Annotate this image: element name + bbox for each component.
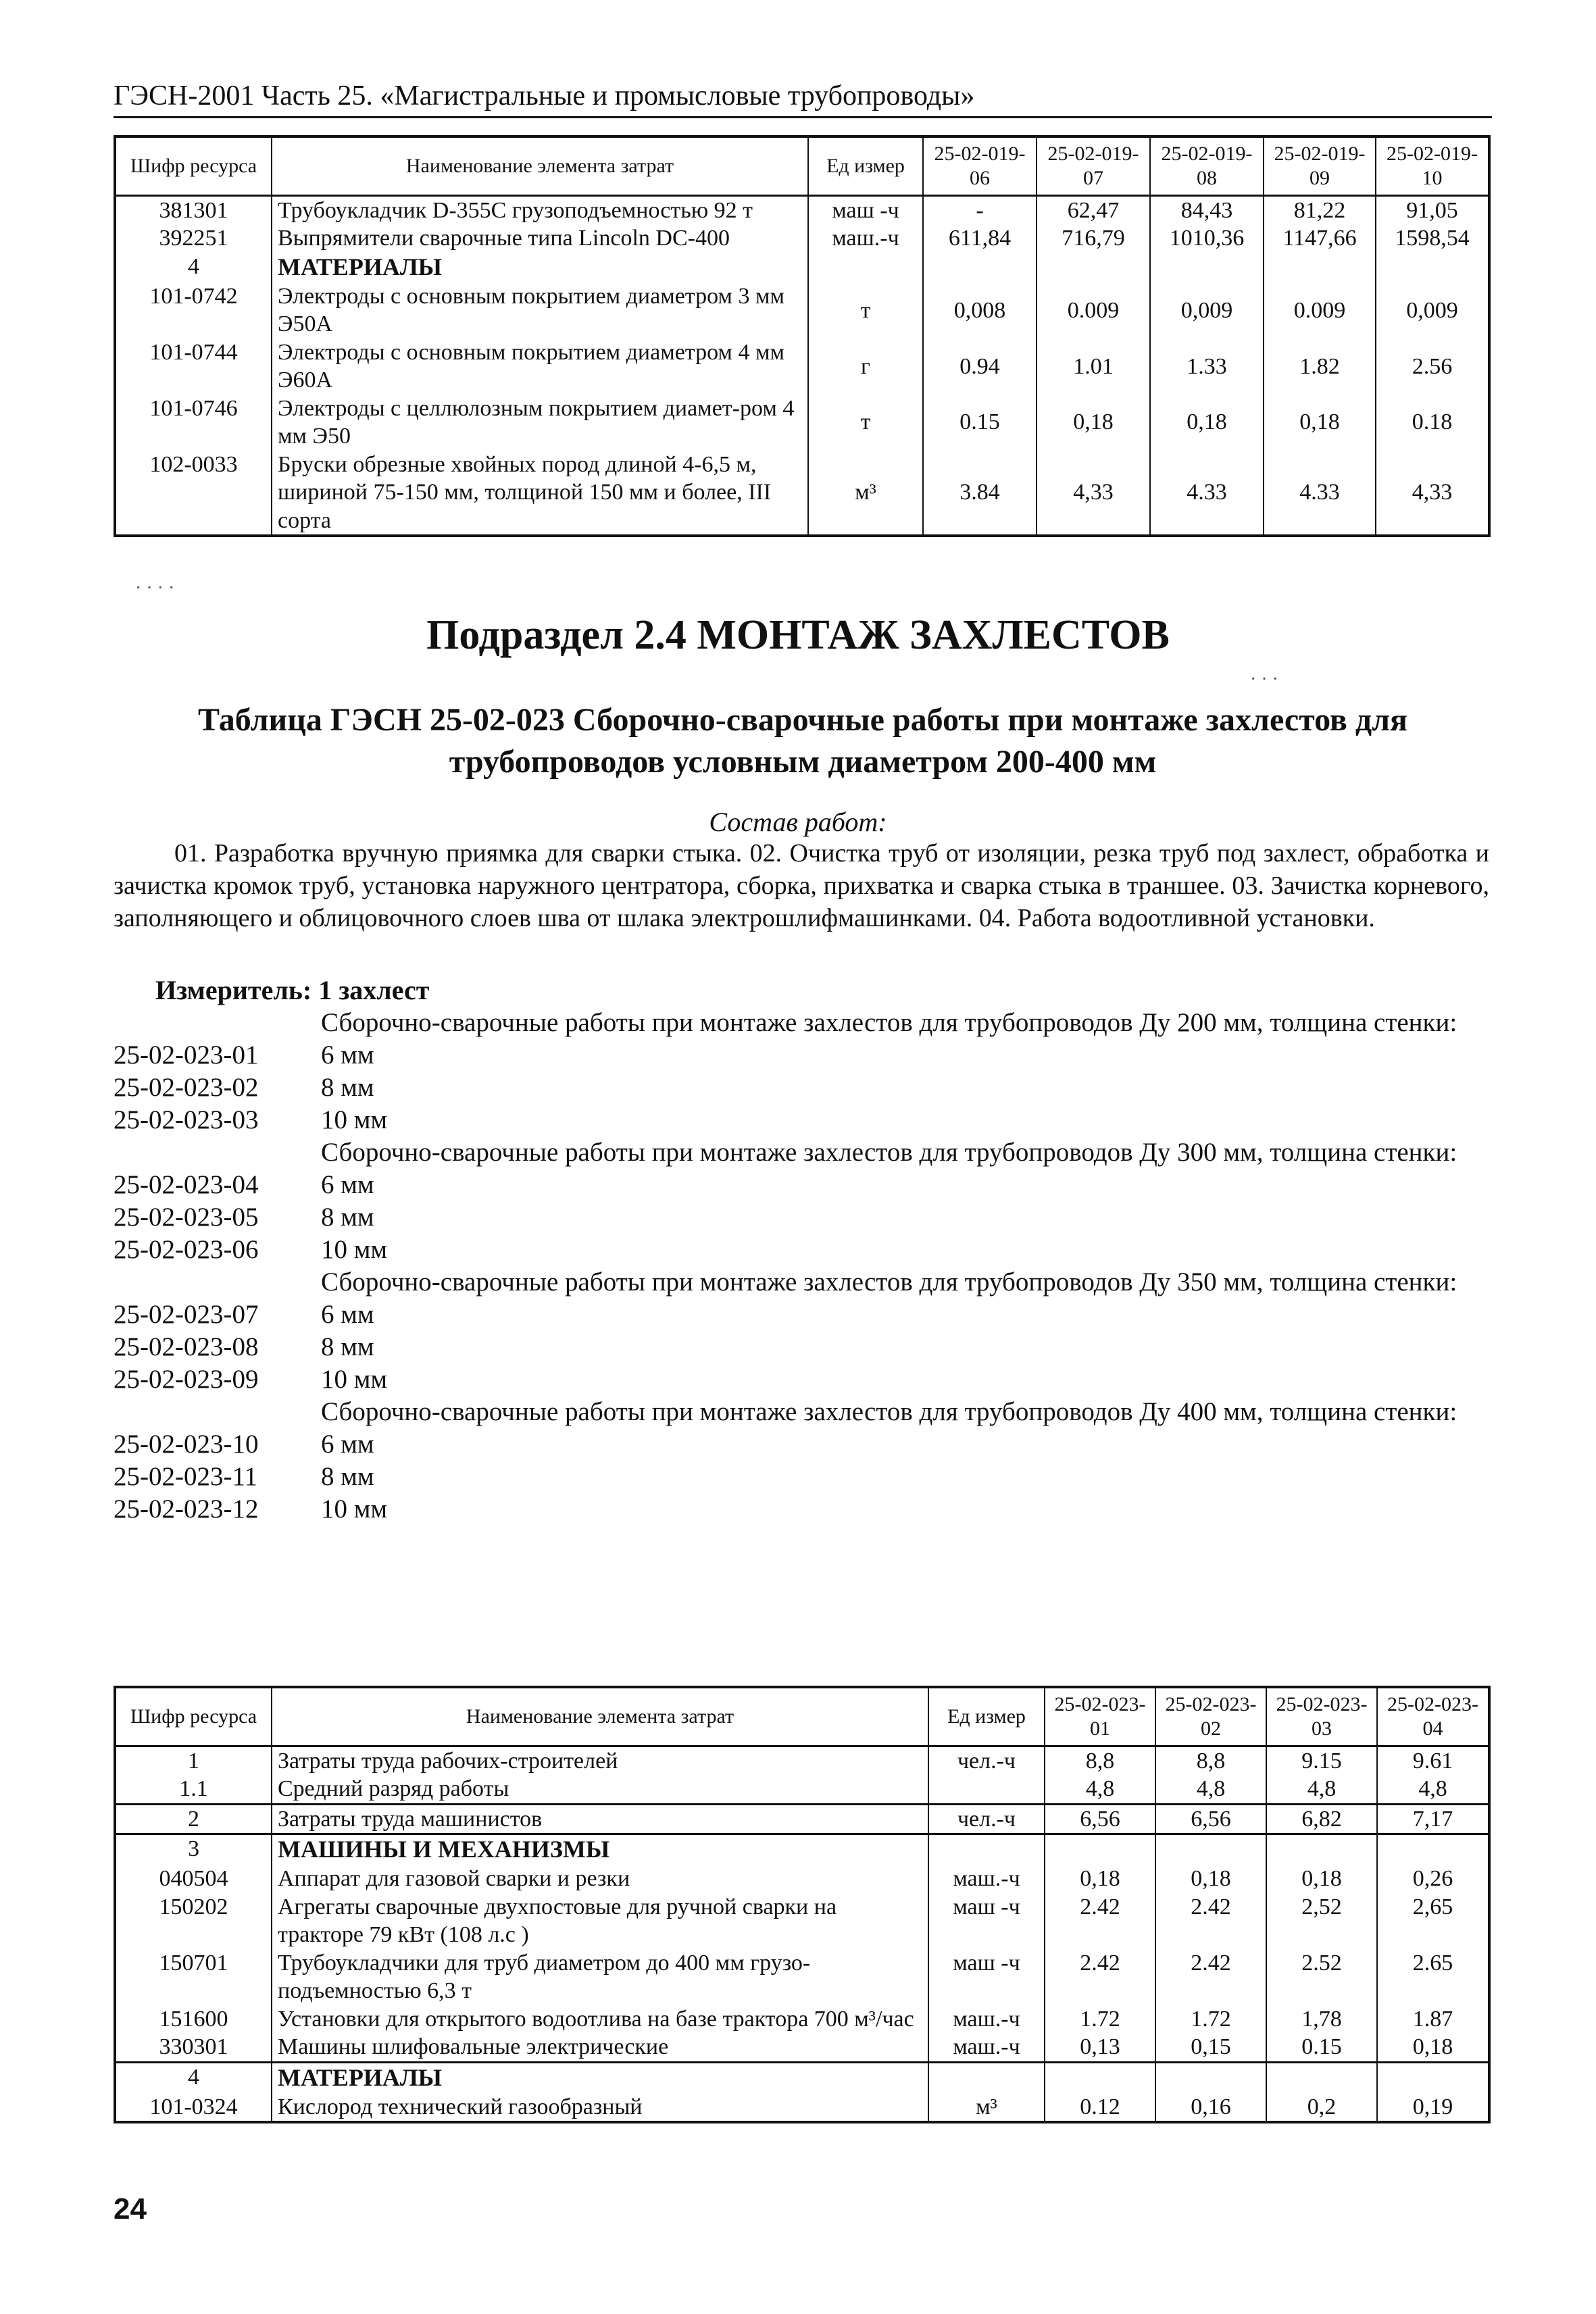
column-header: 25-02-019-07 — [1037, 136, 1150, 196]
norm-item — [114, 1493, 1492, 1526]
value-cell: 6,56 — [1045, 1804, 1155, 1834]
value-cell: 1147,66 — [1264, 224, 1376, 252]
table-title: Таблица ГЭСН 25-02-023 Сборочно-сварочные работы при монтаже захлестов для трубопроводов условным диаметром 200-400 мм — [197, 702, 1407, 780]
value-cell: 8,8 — [1045, 1746, 1155, 1776]
column-header: 25-02-019-06 — [923, 136, 1037, 196]
unit-cell — [928, 1834, 1045, 1865]
value-cell: 716,79 — [1037, 224, 1150, 252]
norm-code: 25-02-023-11 — [114, 1462, 258, 1491]
norm-item — [114, 1363, 1492, 1396]
value-cell: 0.12 — [1045, 2093, 1155, 2122]
table-row — [115, 1775, 1489, 1804]
unit-cell: маш -ч — [928, 1949, 1045, 2005]
cost-element-name: Электроды с целлюлозным покрытием диамет-ром 4 мм Э50 — [272, 395, 808, 451]
norm-code: 25-02-023-07 — [114, 1300, 259, 1329]
value-cell — [1264, 253, 1376, 282]
value-cell: 2,65 — [1377, 1893, 1489, 1949]
value-cell: 4,33 — [1037, 451, 1150, 536]
unit-cell — [928, 1775, 1045, 1804]
norm-code: 25-02-023-01 — [114, 1040, 259, 1070]
table-row — [115, 1893, 1489, 1949]
norm-thickness: 10 мм — [321, 1365, 388, 1394]
page-number: 24 — [114, 2192, 147, 2225]
unit-cell — [808, 253, 923, 282]
value-cell: 84,43 — [1150, 196, 1264, 225]
table-row — [115, 451, 1489, 536]
value-cell: 0,15 — [1155, 2033, 1266, 2062]
value-cell: 4,8 — [1045, 1775, 1155, 1804]
value-cell: 2,52 — [1266, 1893, 1377, 1949]
value-cell: 0,18 — [1037, 395, 1150, 451]
cost-element-name: Агрегаты сварочные двухпостовые для ручной сварки на тракторе 79 кВт (108 л.с ) — [272, 1893, 928, 1949]
value-cell: 9.61 — [1377, 1746, 1489, 1776]
value-cell: 1598,54 — [1376, 224, 1489, 252]
value-cell: 0,18 — [1266, 1865, 1377, 1892]
value-cell: 1.01 — [1037, 338, 1150, 395]
cost-element-name: Электроды с основным покрытием диаметром 3 мм Э50А — [272, 282, 808, 338]
unit-cell: маш.-ч — [808, 224, 923, 252]
resource-table-2 — [114, 1686, 1491, 2123]
cost-element-name: Затраты труда машинистов — [272, 1804, 928, 1834]
value-cell: 1.72 — [1155, 2005, 1266, 2033]
value-cell: 0.009 — [1037, 282, 1150, 338]
value-cell: 4.33 — [1264, 451, 1376, 536]
norm-item — [114, 1104, 1492, 1136]
norm-item — [114, 1234, 1492, 1266]
norm-code: 25-02-023-09 — [114, 1365, 259, 1394]
value-cell: 4.33 — [1150, 451, 1264, 536]
norm-group-title: Сборочно-сварочные работы при монтаже захлестов для трубопроводов Ду 400 мм, толщина стенки: — [321, 1397, 1457, 1426]
table-row — [115, 282, 1489, 338]
unit-cell: чел.-ч — [928, 1746, 1045, 1776]
cost-element-name: Аппарат для газовой сварки и резки — [272, 1865, 928, 1892]
value-cell: 1,78 — [1266, 2005, 1377, 2033]
subsection-title: Подраздел 2.4 МОНТАЖ ЗАХЛЕСТОВ — [426, 612, 1170, 658]
value-cell — [1266, 2062, 1377, 2092]
resource-code: 101-0744 — [115, 338, 272, 395]
unit-cell: г — [808, 338, 923, 395]
norm-item — [114, 1201, 1492, 1234]
unit-cell: м³ — [808, 451, 923, 536]
value-cell — [1037, 253, 1150, 282]
cost-element-name: Выпрямители сварочные типа Lincoln DC-400 — [272, 224, 808, 252]
composition-text: 01. Разработка вручную приямка для сварки стыка. 02. Очистка труб от изоляции, резка труб под захлест, обработка и зачистка кромок труб, установка наружного центратора, сборка, прихватка и сварка стыка в траншее. 03. Зачистка корневого, заполняющего и облицовочного слоев шва от шлака электрошлифмашинками. 04. Работа водоотливной установки. — [114, 839, 1489, 932]
norm-thickness: 8 мм — [321, 1332, 374, 1361]
value-cell: 0,2 — [1266, 2093, 1377, 2122]
value-cell: 6,56 — [1155, 1804, 1266, 1834]
scan-noise: · · · · — [135, 578, 175, 599]
resource-code: 150701 — [115, 1949, 272, 2005]
resource-code: 330301 — [115, 2033, 272, 2062]
column-header: Наименование элемента затрат — [272, 1687, 928, 1746]
value-cell: 0.009 — [1264, 282, 1376, 338]
norm-code: 25-02-023-03 — [114, 1105, 259, 1134]
value-cell: 0,009 — [1150, 282, 1264, 338]
composition-label: Состав работ: — [709, 807, 887, 837]
column-header: 25-02-023-04 — [1377, 1687, 1489, 1746]
value-cell: 4,8 — [1377, 1775, 1489, 1804]
value-cell: 4,8 — [1266, 1775, 1377, 1804]
cost-element-name: Затраты труда рабочих-строителей — [272, 1746, 928, 1776]
column-header: Шифр ресурса — [115, 1687, 272, 1746]
section-name: МАТЕРИАЛЫ — [272, 253, 808, 282]
unit-cell: м³ — [928, 2093, 1045, 2122]
resource-code: 101-0746 — [115, 395, 272, 451]
value-cell: 4,8 — [1155, 1775, 1266, 1804]
norm-code: 25-02-023-02 — [114, 1073, 259, 1102]
resource-code: 101-0742 — [115, 282, 272, 338]
table-row — [115, 196, 1489, 225]
value-cell: 4,33 — [1376, 451, 1489, 536]
column-header: Наименование элемента затрат — [272, 136, 808, 196]
value-cell — [1266, 1834, 1377, 1865]
resource-code: 4 — [115, 253, 272, 282]
value-cell: 2.42 — [1155, 1949, 1266, 2005]
value-cell: 0.94 — [923, 338, 1037, 395]
column-header: 25-02-019-10 — [1376, 136, 1489, 196]
table-row — [115, 1804, 1489, 1834]
resource-code: 040504 — [115, 1865, 272, 1892]
norm-group-title: Сборочно-сварочные работы при монтаже захлестов для трубопроводов Ду 350 мм, толщина стенки: — [321, 1267, 1457, 1297]
unit-cell: маш.-ч — [928, 2005, 1045, 2033]
value-cell: 81,22 — [1264, 196, 1376, 225]
norm-code: 25-02-023-04 — [114, 1170, 259, 1199]
cost-element-name: Бруски обрезные хвойных пород длиной 4-6,5 м, шириной 75-150 мм, толщиной 150 мм и более, III сорта — [272, 451, 808, 536]
value-cell: 0,16 — [1155, 2093, 1266, 2122]
norm-item — [114, 1428, 1492, 1461]
norm-thickness: 6 мм — [321, 1040, 374, 1070]
norm-code: 25-02-023-06 — [114, 1235, 259, 1264]
value-cell: 0.15 — [923, 395, 1037, 451]
scan-noise: · · · — [1250, 669, 1278, 690]
cost-element-name: Машины шлифовальные электрические — [272, 2033, 928, 2062]
unit-cell: т — [808, 395, 923, 451]
column-header: 25-02-023-02 — [1155, 1687, 1266, 1746]
value-cell: 1.87 — [1377, 2005, 1489, 2033]
value-cell: 2.42 — [1045, 1949, 1155, 2005]
table-row — [115, 224, 1489, 252]
column-header: 25-02-019-09 — [1264, 136, 1376, 196]
resource-code: 151600 — [115, 2005, 272, 2033]
cost-element-name: Кислород технический газообразный — [272, 2093, 928, 2122]
column-header: 25-02-019-08 — [1150, 136, 1264, 196]
column-header: Ед измер — [808, 136, 923, 196]
cost-element-name: Трубоукладчики для труб диаметром до 400 мм грузо-подъемностью 6,3 т — [272, 1949, 928, 2005]
resource-table-1 — [114, 135, 1491, 537]
resource-code: 101-0324 — [115, 2093, 272, 2122]
cost-element-name: Установки для открытого водоотлива на базе трактора 700 м³/час — [272, 2005, 928, 2033]
value-cell: 0,18 — [1377, 2033, 1489, 2062]
norm-item — [114, 1169, 1492, 1201]
unit-cell: т — [808, 282, 923, 338]
resource-code: 392251 — [115, 224, 272, 252]
page-header: ГЭСН-2001 Часть 25. «Магистральные и промысловые трубопроводы» — [114, 80, 1492, 118]
cost-element-name: Электроды с основным покрытием диаметром 4 мм Э60А — [272, 338, 808, 395]
value-cell: 0,13 — [1045, 2033, 1155, 2062]
cost-element-name: Средний разряд работы — [272, 1775, 928, 1804]
resource-code: 1 — [115, 1746, 272, 1776]
unit-cell: чел.-ч — [928, 1804, 1045, 1834]
value-cell: 7,17 — [1377, 1804, 1489, 1834]
unit-cell: маш.-ч — [928, 1865, 1045, 1892]
column-header: 25-02-023-03 — [1266, 1687, 1377, 1746]
resource-code: 3 — [115, 1834, 272, 1865]
value-cell: 3.84 — [923, 451, 1037, 536]
value-cell: 2.52 — [1266, 1949, 1377, 2005]
value-cell — [1155, 2062, 1266, 2092]
norm-group-title: Сборочно-сварочные работы при монтаже захлестов для трубопроводов Ду 200 мм, толщина стенки: — [321, 1008, 1457, 1037]
value-cell — [1377, 1834, 1489, 1865]
value-cell: 0,009 — [1376, 282, 1489, 338]
unit-cell — [928, 2062, 1045, 2092]
value-cell: 9.15 — [1266, 1746, 1377, 1776]
norm-thickness: 6 мм — [321, 1430, 374, 1459]
value-cell: 0,19 — [1377, 2093, 1489, 2122]
value-cell: 0,18 — [1045, 1865, 1155, 1892]
norm-thickness: 8 мм — [321, 1203, 374, 1232]
column-header: Шифр ресурса — [115, 136, 272, 196]
value-cell — [1155, 1834, 1266, 1865]
value-cell: 0.18 — [1376, 395, 1489, 451]
table-row — [115, 2033, 1489, 2062]
value-cell — [1045, 2062, 1155, 2092]
norm-thickness: 10 мм — [321, 1494, 388, 1524]
norm-list — [114, 1007, 1492, 1526]
norm-code: 25-02-023-10 — [114, 1430, 259, 1459]
table-row — [115, 1949, 1489, 2005]
measure-unit: Измеритель: 1 захлест — [155, 975, 430, 1005]
value-cell: 2.42 — [1045, 1893, 1155, 1949]
resource-code: 150202 — [115, 1893, 272, 1949]
value-cell: 62,47 — [1037, 196, 1150, 225]
value-cell: 2.56 — [1376, 338, 1489, 395]
norm-thickness: 10 мм — [321, 1105, 388, 1134]
norm-code: 25-02-023-05 — [114, 1203, 259, 1232]
cost-element-name: Трубоукладчик D-355C грузоподъемностью 92 т — [272, 196, 808, 225]
table-row — [115, 1834, 1489, 1865]
table-row — [115, 2062, 1489, 2092]
table-row — [115, 338, 1489, 395]
value-cell: 91,05 — [1376, 196, 1489, 225]
value-cell: 2.65 — [1377, 1949, 1489, 2005]
value-cell: 1.82 — [1264, 338, 1376, 395]
norm-code: 25-02-023-08 — [114, 1332, 259, 1361]
resource-code: 4 — [115, 2062, 272, 2092]
norm-item — [114, 1299, 1492, 1331]
value-cell — [1045, 1834, 1155, 1865]
value-cell: 0,008 — [923, 282, 1037, 338]
norm-thickness: 6 мм — [321, 1300, 374, 1329]
value-cell: 0,18 — [1264, 395, 1376, 451]
unit-cell: маш -ч — [808, 196, 923, 225]
unit-cell: маш -ч — [928, 1893, 1045, 1949]
table-row — [115, 395, 1489, 451]
value-cell: 0.15 — [1266, 2033, 1377, 2062]
value-cell: 0,18 — [1155, 1865, 1266, 1892]
value-cell — [923, 253, 1037, 282]
norm-code: 25-02-023-12 — [114, 1494, 259, 1524]
table-row — [115, 253, 1489, 282]
value-cell: 1010,36 — [1150, 224, 1264, 252]
table-row — [115, 2093, 1489, 2122]
value-cell — [1150, 253, 1264, 282]
value-cell: 0,26 — [1377, 1865, 1489, 1892]
section-name: МАШИНЫ И МЕХАНИЗМЫ — [272, 1834, 928, 1865]
norm-item — [114, 1072, 1492, 1104]
section-name: МАТЕРИАЛЫ — [272, 2062, 928, 2092]
resource-code: 102-0033 — [115, 451, 272, 536]
value-cell — [1376, 253, 1489, 282]
value-cell: 611,84 — [923, 224, 1037, 252]
value-cell: 2.42 — [1155, 1893, 1266, 1949]
norm-item — [114, 1331, 1492, 1363]
column-header: Ед измер — [928, 1687, 1045, 1746]
value-cell: 8,8 — [1155, 1746, 1266, 1776]
value-cell: 0,18 — [1150, 395, 1264, 451]
norm-thickness: 8 мм — [321, 1073, 374, 1102]
norm-item — [114, 1039, 1492, 1072]
column-header: 25-02-023-01 — [1045, 1687, 1155, 1746]
resource-code: 1.1 — [115, 1775, 272, 1804]
resource-code: 2 — [115, 1804, 272, 1834]
value-cell: - — [923, 196, 1037, 225]
norm-item — [114, 1461, 1492, 1493]
unit-cell: маш.-ч — [928, 2033, 1045, 2062]
norm-thickness: 8 мм — [321, 1462, 374, 1491]
value-cell: 1.72 — [1045, 2005, 1155, 2033]
table-row — [115, 2005, 1489, 2033]
value-cell: 6,82 — [1266, 1804, 1377, 1834]
table-row — [115, 1746, 1489, 1776]
norm-group-title: Сборочно-сварочные работы при монтаже захлестов для трубопроводов Ду 300 мм, толщина стенки: — [321, 1138, 1457, 1167]
value-cell — [1377, 2062, 1489, 2092]
norm-thickness: 10 мм — [321, 1235, 388, 1264]
table-row — [115, 1865, 1489, 1892]
resource-code: 381301 — [115, 196, 272, 225]
norm-thickness: 6 мм — [321, 1170, 374, 1199]
value-cell: 1.33 — [1150, 338, 1264, 395]
